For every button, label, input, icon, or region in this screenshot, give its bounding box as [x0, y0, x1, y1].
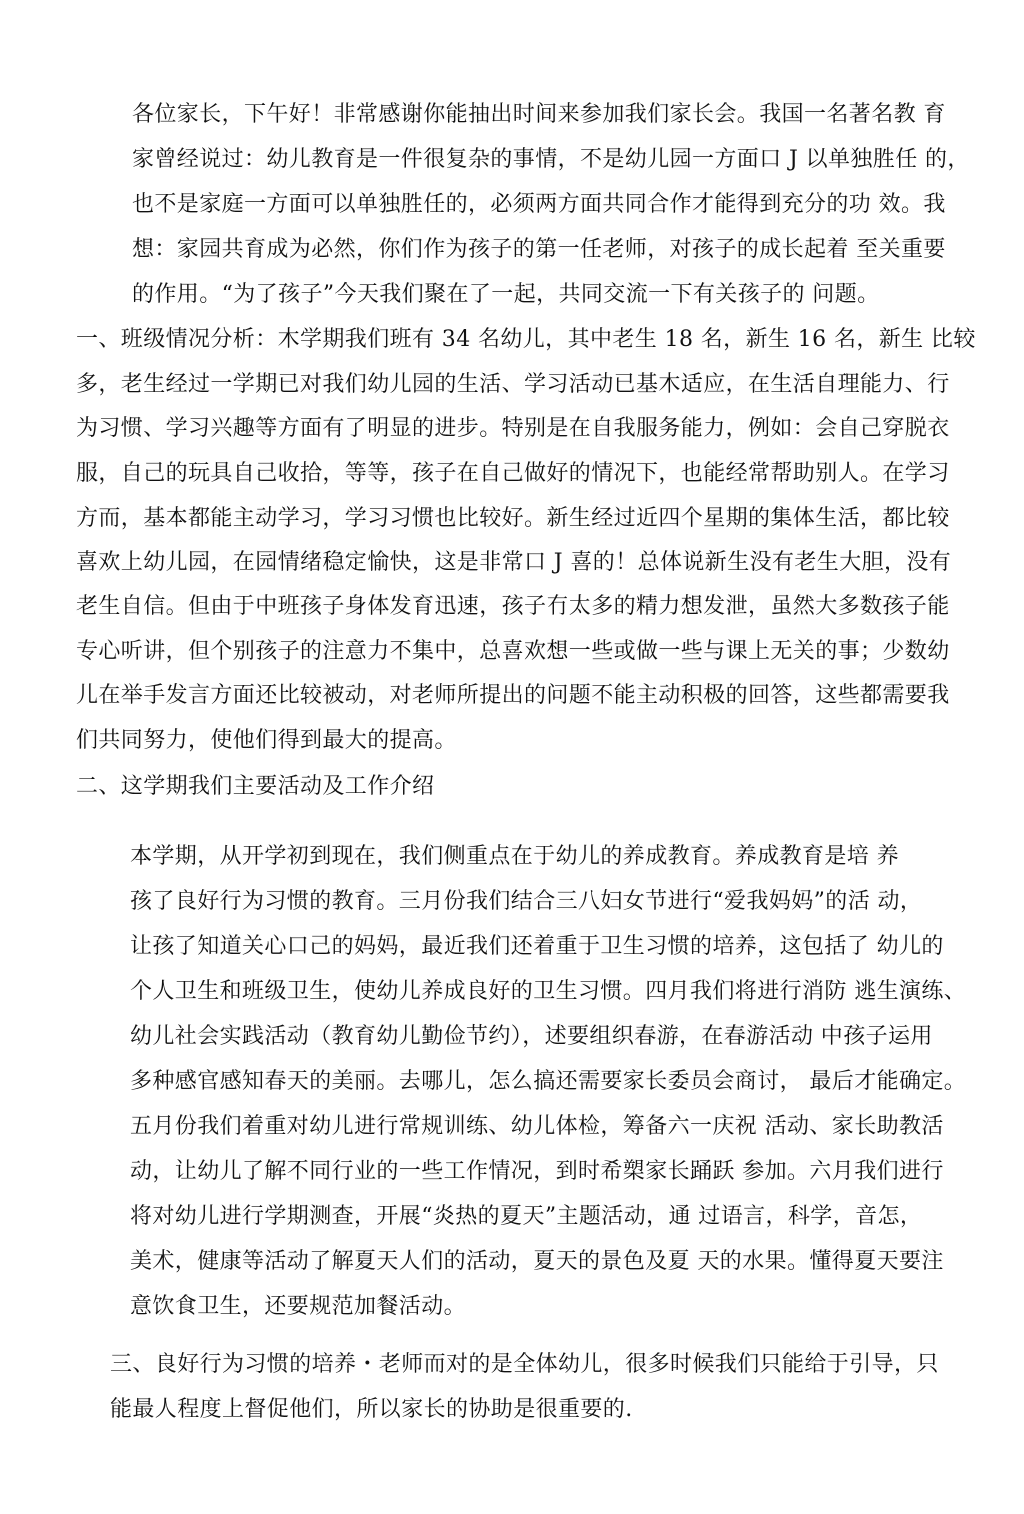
intro-line: 也不是家庭一方面可以单独胜任的，必须两方面共同合作才能得到充分的功 效。我 — [132, 192, 946, 217]
section-two-line: 幼儿社会实践活动（教育幼儿勤俭节约），述要组织春游，在春游活动 中孩子运用 — [130, 1024, 933, 1049]
section-two-line: 孩了良好行为习惯的教育。三月份我们结合三八妇女节进行“爱我妈妈”的活 动， — [130, 889, 923, 914]
section-two-line: 本学期，从开学初到现在，我们侧重点在于幼儿的养成教育。养成教育是培 养 — [130, 844, 899, 869]
section-three-line: 三、良好行为习惯的培养・老师而对的是全体幼儿，很多时候我们只能给于引导，只 — [110, 1352, 939, 1377]
section-two-line: 美术，健康等活动了解夏天人们的活动，夏天的景色及夏 天的水果。懂得夏天要注 — [130, 1249, 944, 1274]
section-one-line: 多，老生经过一学期已对我们幼儿园的生活、学习活动已基木适应，在生活自理能力、行 — [76, 372, 950, 397]
section-one-line: 一、班级情况分析：木学期我们班有 34 名幼儿，其中老生 18 名，新生 16 名，新生 比较 — [76, 327, 976, 352]
section-one-line: 为习惯、学习兴趣等方面有了明显的进步。特别是在自我服务能力，例如：会自己穿脱衣 — [76, 416, 950, 441]
section-two-line: 五月份我们着重对幼儿进行常规训练、幼儿体检，筹备六一庆祝 活动、家长助教活 — [130, 1114, 944, 1139]
section-three-line: 能最人程度上督促他们，所以家长的协助是很重要的. — [110, 1397, 633, 1422]
section-two-line: 多种感官感知春天的美丽。去哪儿，怎么搞还需要家长委员会商讨， 最后才能确定。 — [130, 1069, 967, 1094]
section-two-line: 意饮食卫生，还要规范加餐活动。 — [130, 1294, 467, 1319]
section-one-line: 老生自信。但由于中班孩子身体发育迅速，孩子冇太多的精力想发泄，虽然大多数孩子能 — [76, 594, 950, 619]
section-two-line: 动，让幼儿了解不同行业的一些工作情况，到时希槊家长踊跃 参加。六月我们进行 — [130, 1159, 944, 1184]
intro-line: 家曾经说过：幼儿教育是一件很复杂的事情，不是幼儿园一方面口 J 以单独胜任 的， — [132, 147, 970, 172]
intro-line: 想：家园共育成为必然，你们作为孩子的第一任老师，对孩子的成长起着 至关重要 — [132, 237, 946, 262]
intro-line: 各位家长，下午好！非常感谢你能抽出时间来参加我们家长会。我国一名著名教 育 — [132, 102, 946, 127]
section-two-heading: 二、这学期我们主要活动及工作介绍 — [76, 774, 435, 799]
section-two-line: 让孩了知道关心口己的妈妈，最近我们还着重于卫生习惯的培养，这包括了 幼儿的 — [130, 934, 944, 959]
section-one-line: 方而，基本都能主动学习，学习习惯也比较好。新生经过近四个星期的集体生活，都比较 — [76, 506, 950, 531]
section-one-line: 喜欢上幼儿园，在园情绪稳定愉快，这是非常口 J 喜的！总体说新生没有老生大胆，没有 — [76, 550, 952, 575]
section-one-line: 儿在举手发言方面还比较被动，对老师所提出的问题不能主动积极的回答，这些都需要我 — [76, 683, 950, 708]
section-two-line: 个人卫生和班级卫生，使幼儿养成良好的卫生习惯。四月我们将进行消防 逃生演练、 — [130, 979, 967, 1004]
intro-line: 的作用。“为了孩子”今天我们聚在了一起，共同交流一下有关孩子的 问题。 — [132, 282, 880, 307]
section-one-line: 们共同努力，使他们得到最大的提高。 — [76, 728, 457, 753]
section-one-line: 专心听讲，但个别孩子的注意力不集中，总喜欢想一些或做一些与课上无关的事；少数幼 — [76, 639, 950, 664]
section-two-line: 将对幼儿进行学期测查，开展“炎热的夏天”主题活动，通 过语言，科学，音怎， — [130, 1204, 923, 1229]
section-one-line: 服，自己的玩具自己收拾，等等，孩子在自己做好的情况下，也能经常帮助别人。在学习 — [76, 461, 950, 486]
